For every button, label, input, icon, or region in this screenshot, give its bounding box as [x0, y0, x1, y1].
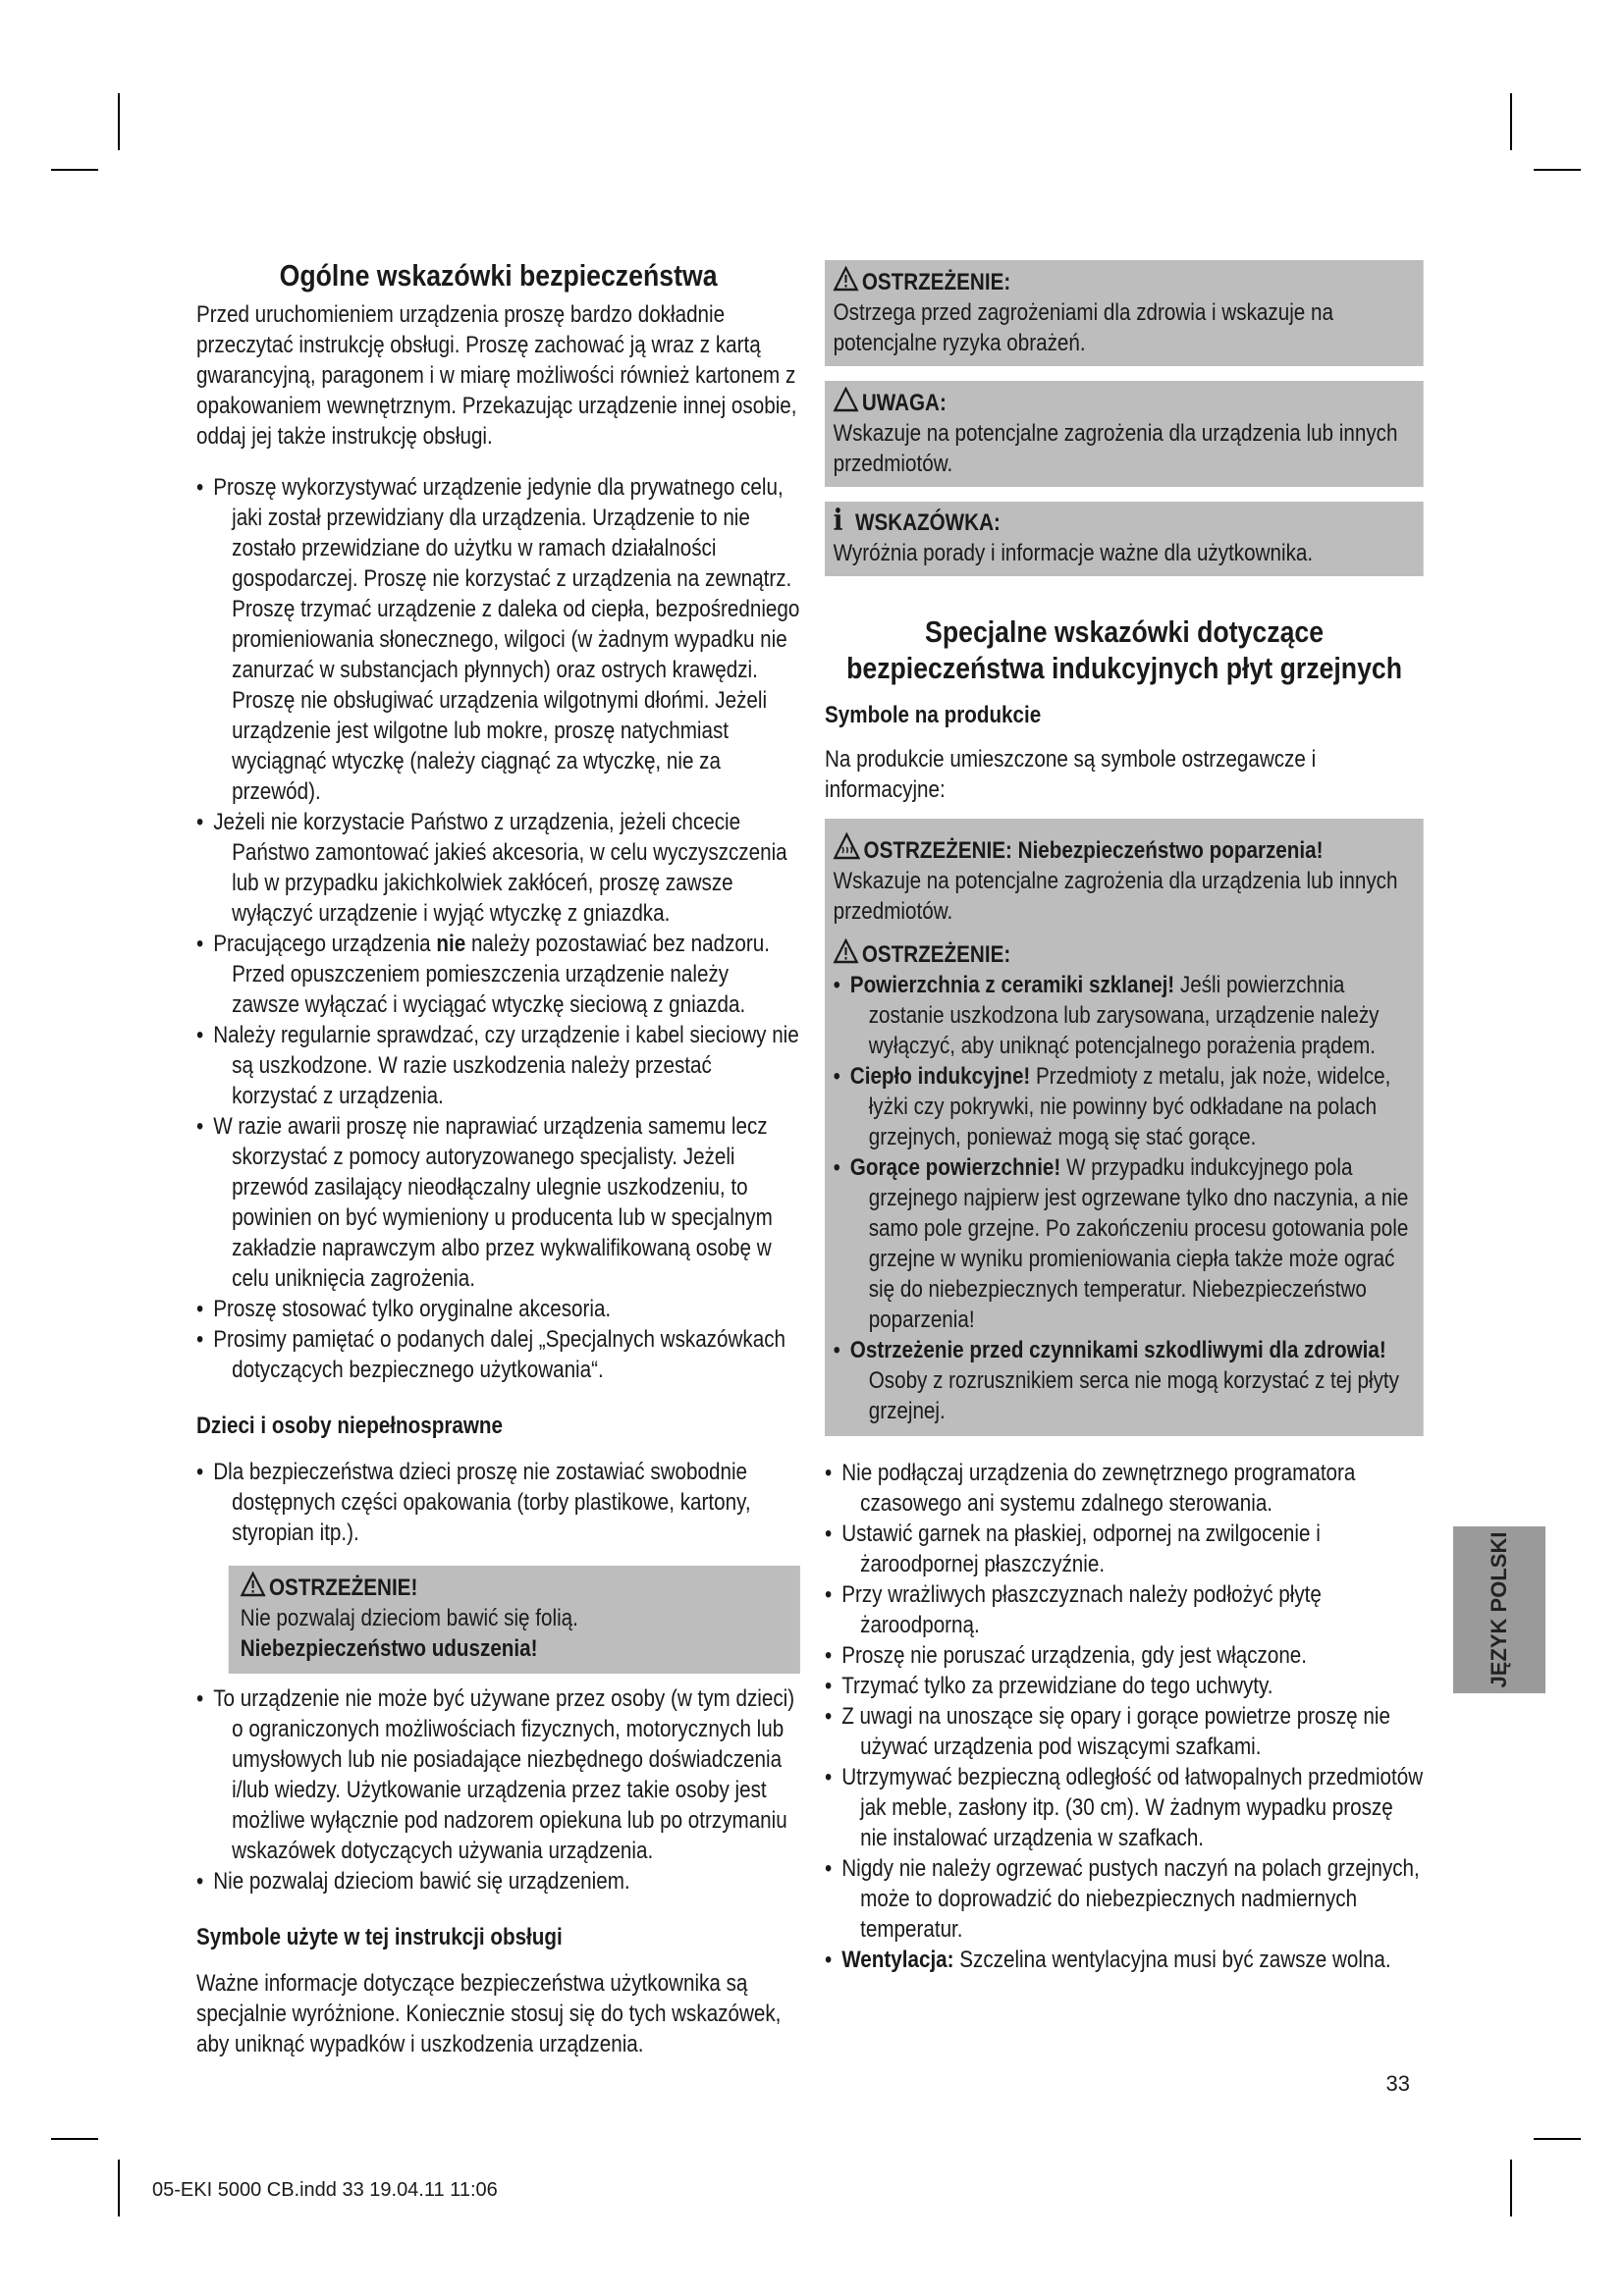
caution-triangle-icon — [834, 387, 859, 412]
page-number: 33 — [1385, 2071, 1410, 2096]
warning-2-title: OSTRZEŻENIE: — [861, 941, 1011, 968]
list-item: • Pracującego urządzenia nie należy pozostawiać bez nadzoru. Przed opuszczeniem pomieszczenia urządzenie należy zawsze wyłączać i wyciągać wtyczkę sieciową z gniazda. — [196, 929, 800, 1020]
list-item: • W razie awarii proszę nie naprawiać urządzenia samemu lecz skorzystać z pomocy autoryzowanego specjalisty. Jeżeli przewód zasilający nieodłączalny ulegnie uszkodzeniu, to powinien on być wymieniony u producenta lub w specjalnym zakładzie naprawczym albo przez wykwalifikowaną osobę w celu uniknięcia zagrożenia. — [196, 1111, 800, 1294]
info-icon: i — [833, 504, 843, 538]
left-column — [196, 257, 800, 2059]
section-title-special-safety: Specjalne wskazówki dotyczące bezpieczeństwa indukcyjnych płyt grzejnych — [846, 614, 1403, 685]
warning-legend-title: OSTRZEŻENIE: — [861, 269, 1011, 295]
list-item: • Nie pozwalaj dzieciom bawić się urządzeniem. — [196, 1866, 800, 1896]
list-item: • Powierzchnia z ceramiki szklanej! Jeśli powierzchnia zostanie uszkodzona lub zarysowana, urządzenie należy wyłączyć, aby uniknąć potencjalnego porażenia prądem. — [834, 970, 1416, 1061]
list-item: • Jeżeli nie korzystacie Państwo z urządzenia, jeżeli chcecie Państwo zamontować jakieś akcesoria, w celu wyczyszczenia lub w przypadku jakichkolwiek zakłóceń, proszę zawsze wyłączyć urządzenie i wyjąć wtyczkę z gniazdka. — [196, 807, 800, 929]
child-warning-text: Nie pozwalaj dzieciom bawić się folią. — [240, 1605, 578, 1631]
warning-triangle-icon — [241, 1572, 266, 1597]
product-symbols-heading: Symbole na produkcie — [825, 702, 1042, 728]
intro-paragraph: Przed uruchomieniem urządzenia proszę bardzo dokładnie przeczytać instrukcję obsługi. Proszę zachować ją wraz z kartą gwarancyjną, paragonem i w miarę możliwości również kartonem z opakowaniem wewnętrznym. Przekazując urządzenie innej osobie, oddaj jej także instrukcję obsługi. — [196, 301, 797, 450]
right-column — [825, 260, 1424, 1975]
list-item: • Gorące powierzchnie! W przypadku indukcyjnego pola grzejnego najpierw jest ogrzewane tylko dno naczynia, a nie samo pole grzejne. Po zakończeniu procesu gotowania pole grzejne w wyniku promieniowania ciepła także może ograć się do niebezpiecznych temperatur. Niebezpieczeństwo poparzenia! — [834, 1152, 1416, 1335]
warning-triangle-icon — [834, 938, 859, 964]
list-item: • Z uwagi na unoszące się opary i gorące powietrze proszę nie używać urządzenia pod wiszącymi szafkami. — [825, 1701, 1424, 1762]
induction-warning-list — [834, 970, 1416, 1426]
list-item: • Proszę nie poruszać urządzenia, gdy jest włączone. — [825, 1640, 1424, 1671]
list-item: • Nigdy nie należy ogrzewać pustych naczyń na polach grzejnych, może to doprowadzić do niebezpiecznych nadmiernych temperatur. — [825, 1853, 1424, 1945]
burn-warning-title: OSTRZEŻENIE: Niebezpieczeństwo poparzenia! — [863, 837, 1324, 864]
list-item: • Należy regularnie sprawdzać, czy urządzenie i kabel sieciowy nie są uszkodzone. W razie uszkodzenia należy przestać korzystać z urządzenia. — [196, 1020, 800, 1111]
children-bullet-list-2 — [196, 1683, 800, 1896]
warning-legend-box — [825, 260, 1424, 366]
product-symbols-paragraph: Na produkcie umieszczone są symbole ostrzegawcze i informacyjne: — [825, 746, 1317, 803]
usage-bullet-list — [825, 1458, 1424, 1975]
children-bullet-list — [196, 1457, 800, 1548]
list-item: • Ciepło indukcyjne! Przedmioty z metalu, jak noże, widelce, łyżki czy pokrywki, nie powinny być odkładane na polach grzejnych, ponieważ mogą się stać gorące. — [834, 1061, 1416, 1152]
list-item: • Ostrzeżenie przed czynnikami szkodliwymi dla zdrowia! Osoby z rozrusznikiem serca nie mogą korzystać z tej płyty grzejnej. — [834, 1335, 1416, 1426]
list-item: • Proszę stosować tylko oryginalne akcesoria. — [196, 1294, 800, 1324]
language-tab: JĘZYK POLSKI — [1453, 1526, 1545, 1693]
burn-warning-text: Wskazuje na potencjalne zagrożenia dla urządzenia lub innych przedmiotów. — [833, 868, 1398, 925]
child-warning-box — [229, 1566, 800, 1674]
children-heading: Dzieci i osoby niepełnosprawne — [196, 1413, 503, 1439]
warning-legend-text: Ostrzega przed zagrożeniami dla zdrowia i wskazuje na potencjalne ryzyka obrażeń. — [833, 299, 1333, 356]
list-item: • Nie podłączaj urządzenia do zewnętrznego programatora czasowego ani systemu zdalnego sterowania. — [825, 1458, 1424, 1519]
tip-legend-text: Wyróżnia porady i informacje ważne dla użytkownika. — [833, 540, 1314, 566]
caution-legend-title: UWAGA: — [861, 390, 947, 416]
child-warning-bold: Niebezpieczeństwo uduszenia! — [240, 1635, 538, 1662]
list-item: • Ustawić garnek na płaskiej, odpornej na zwilgocenie i żaroodpornej płaszczyźnie. — [825, 1519, 1424, 1579]
list-item: • Dla bezpieczeństwa dzieci proszę nie zostawiać swobodnie dostępnych części opakowania (torby plastikowe, kartony, styropian itp.). — [196, 1457, 800, 1548]
hot-surface-warning-icon — [834, 832, 861, 860]
symbols-heading: Symbole użyte w tej instrukcji obsługi — [196, 1924, 563, 1950]
child-warning-title: OSTRZEŻENIE! — [268, 1575, 418, 1601]
tip-legend-box — [825, 502, 1424, 576]
print-footer: 05-EKI 5000 CB.indd 33 19.04.11 11:06 — [152, 2179, 498, 2201]
caution-legend-box — [825, 381, 1424, 487]
list-item: • Wentylacja: Szczelina wentylacyjna musi być zawsze wolna. — [825, 1945, 1424, 1975]
caution-legend-text: Wskazuje na potencjalne zagrożenia dla urządzenia lub innych przedmiotów. — [833, 420, 1398, 477]
warning-triangle-icon — [834, 266, 859, 292]
list-item: • Proszę wykorzystywać urządzenie jedynie dla prywatnego celu, jaki został przewidziany dla urządzenia. Urządzenie to nie zostało przewidziane do użytku w ramach działalności gospodarczej. Proszę nie korzystać z urządzenia na zewnątrz. Proszę trzymać urządzenie z daleka od ciepła, bezpośredniego promieniowania słonecznego, wilgoci (w żadnym wypadku nie zanurzać w substancjach płynnych) oraz ostrych krawędzi. Proszę nie obsługiwać urządzenia wilgotnymi dłońmi. Jeżeli urządzenie jest wilgotne lub mokre, proszę natychmiast wyciągnąć wtyczkę (należy ciągnąć za wtyczkę, nie za przewód). — [196, 472, 800, 807]
list-item: • Utrzymywać bezpieczną odległość od łatwopalnych przedmiotów jak meble, zasłony itp. (30 cm). W żadnym wypadku proszę nie instalować urządzenia w szafkach. — [825, 1762, 1424, 1853]
list-item: • Przy wrażliwych płaszczyznach należy podłożyć płytę żaroodporną. — [825, 1579, 1424, 1640]
list-item: • Prosimy pamiętać o podanych dalej „Specjalnych wskazówkach dotyczących bezpiecznego użytkowania“. — [196, 1324, 800, 1385]
list-item: • Trzymać tylko za przewidziane do tego uchwyty. — [825, 1671, 1424, 1701]
symbols-paragraph: Ważne informacje dotyczące bezpieczeństwa użytkownika są specjalnie wyróżnione. Koniecznie stosuj się do tych wskazówek, aby uniknąć wypadków i uszkodzenia urządzenia. — [196, 1970, 782, 2057]
general-bullet-list — [196, 472, 800, 1385]
product-warning-box — [825, 819, 1424, 1436]
section-title-general-safety: Ogólne wskazówki bezpieczeństwa — [279, 258, 718, 293]
list-item: • To urządzenie nie może być używane przez osoby (w tym dzieci) o ograniczonych możliwościach fizycznych, motorycznych lub umysłowych lub nie posiadające niezbędnego doświadczenia i/lub wiedzy. Użytkowanie urządzenia przez takie osoby jest możliwe wyłącznie pod nadzorem opiekuna lub po otrzymaniu wskazówek dotyczących używania urządzenia. — [196, 1683, 800, 1866]
tip-legend-title: WSKAZÓWKA: — [854, 509, 1001, 536]
